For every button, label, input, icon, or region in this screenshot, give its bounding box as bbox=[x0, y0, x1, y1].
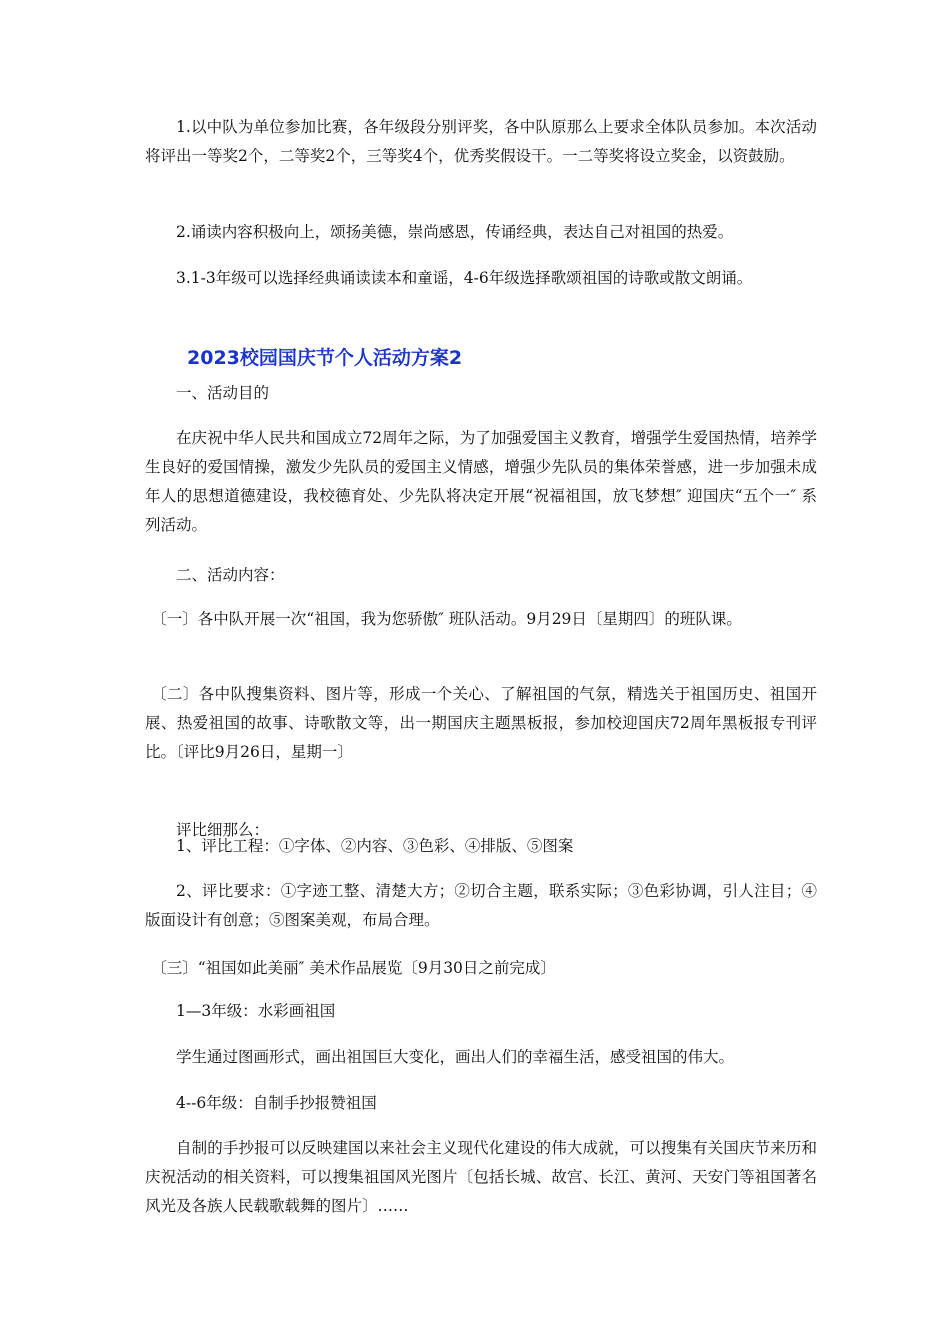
section1-body: 在庆祝中华人民共和国成立72周年之际，为了加强爱国主义教育，增强学生爱国热情，培养学生良好的爱国情操，激发少先队员的爱国主义情感，增强少先队员的集体荣誉感，进一步加强未成年人的思想道德建设，我校德育处、少先队将决定开展“祝福祖国，放飞梦想″ 迎国庆“五个一″ 系列活动。 bbox=[145, 429, 817, 534]
paragraph-rule-1: 1.以中队为单位参加比赛，各年级段分别评奖，各中队原那么上要求全体队员参加。本次活动将评出一等奖2个，二等奖2个，三等奖4个，优秀奖假设干。一二等奖将设立奖金，以资鼓励。 bbox=[145, 118, 817, 165]
item-1: 〔一〕各中队开展一次“祖国，我为您骄傲″ 班队活动。9月29日〔星期四〕的班队课。 bbox=[151, 610, 742, 628]
grade2-body: 自制的手抄报可以反映建国以来社会主义现代化建设的伟大成就，可以搜集有关国庆节来历和庆祝活动的相关资料，可以搜集祖国风光图片〔包括长城、故宫、长江、黄河、天安门等祖国著名风光及各族人民载歌载舞的图片〕…… bbox=[145, 1139, 817, 1215]
section1-title: 一、活动目的 bbox=[176, 384, 270, 402]
item-3: 〔三〕“祖国如此美丽″ 美术作品展览〔9月30日之前完成〕 bbox=[151, 959, 556, 977]
rule-1: 1、评比工程：①字体、②内容、③色彩、④排版、⑤图案 bbox=[176, 837, 574, 855]
paragraph-rule-3: 3.1-3年级可以选择经典诵读读本和童谣，4-6年级选择歌颂祖国的诗歌或散文朗诵。 bbox=[176, 269, 753, 287]
rules-title: 评比细那么： bbox=[176, 821, 270, 839]
rule-2: 2、评比要求：①字迹工整、清楚大方；②切合主题，联系实际；③色彩协调，引人注目；④版面设计有创意；⑤图案美观，布局合理。 bbox=[145, 882, 817, 929]
section2-title: 二、活动内容： bbox=[176, 566, 285, 584]
grade2-title: 4--6年级：自制手抄报赞祖国 bbox=[176, 1094, 377, 1112]
paragraph-rule-2: 2.诵读内容积极向上，颂扬美德，崇尚感恩，传诵经典，表达自己对祖国的热爱。 bbox=[176, 223, 734, 241]
grade1-title: 1—3年级：水彩画祖国 bbox=[176, 1002, 336, 1020]
item-2: 〔二〕各中队搜集资料、图片等，形成一个关心、了解祖国的气氛，精选关于祖国历史、祖国开展、热爱祖国的故事、诗歌散文等，出一期国庆主题黑板报，参加校迎国庆72周年黑板报专刊评比。〔评比9月26日，星期一〕 bbox=[145, 685, 817, 761]
grade1-body: 学生通过图画形式，画出祖国巨大变化，画出人们的幸福生活，感受祖国的伟大。 bbox=[176, 1048, 735, 1066]
section-heading: 2023校园国庆节个人活动方案2 bbox=[187, 347, 463, 369]
